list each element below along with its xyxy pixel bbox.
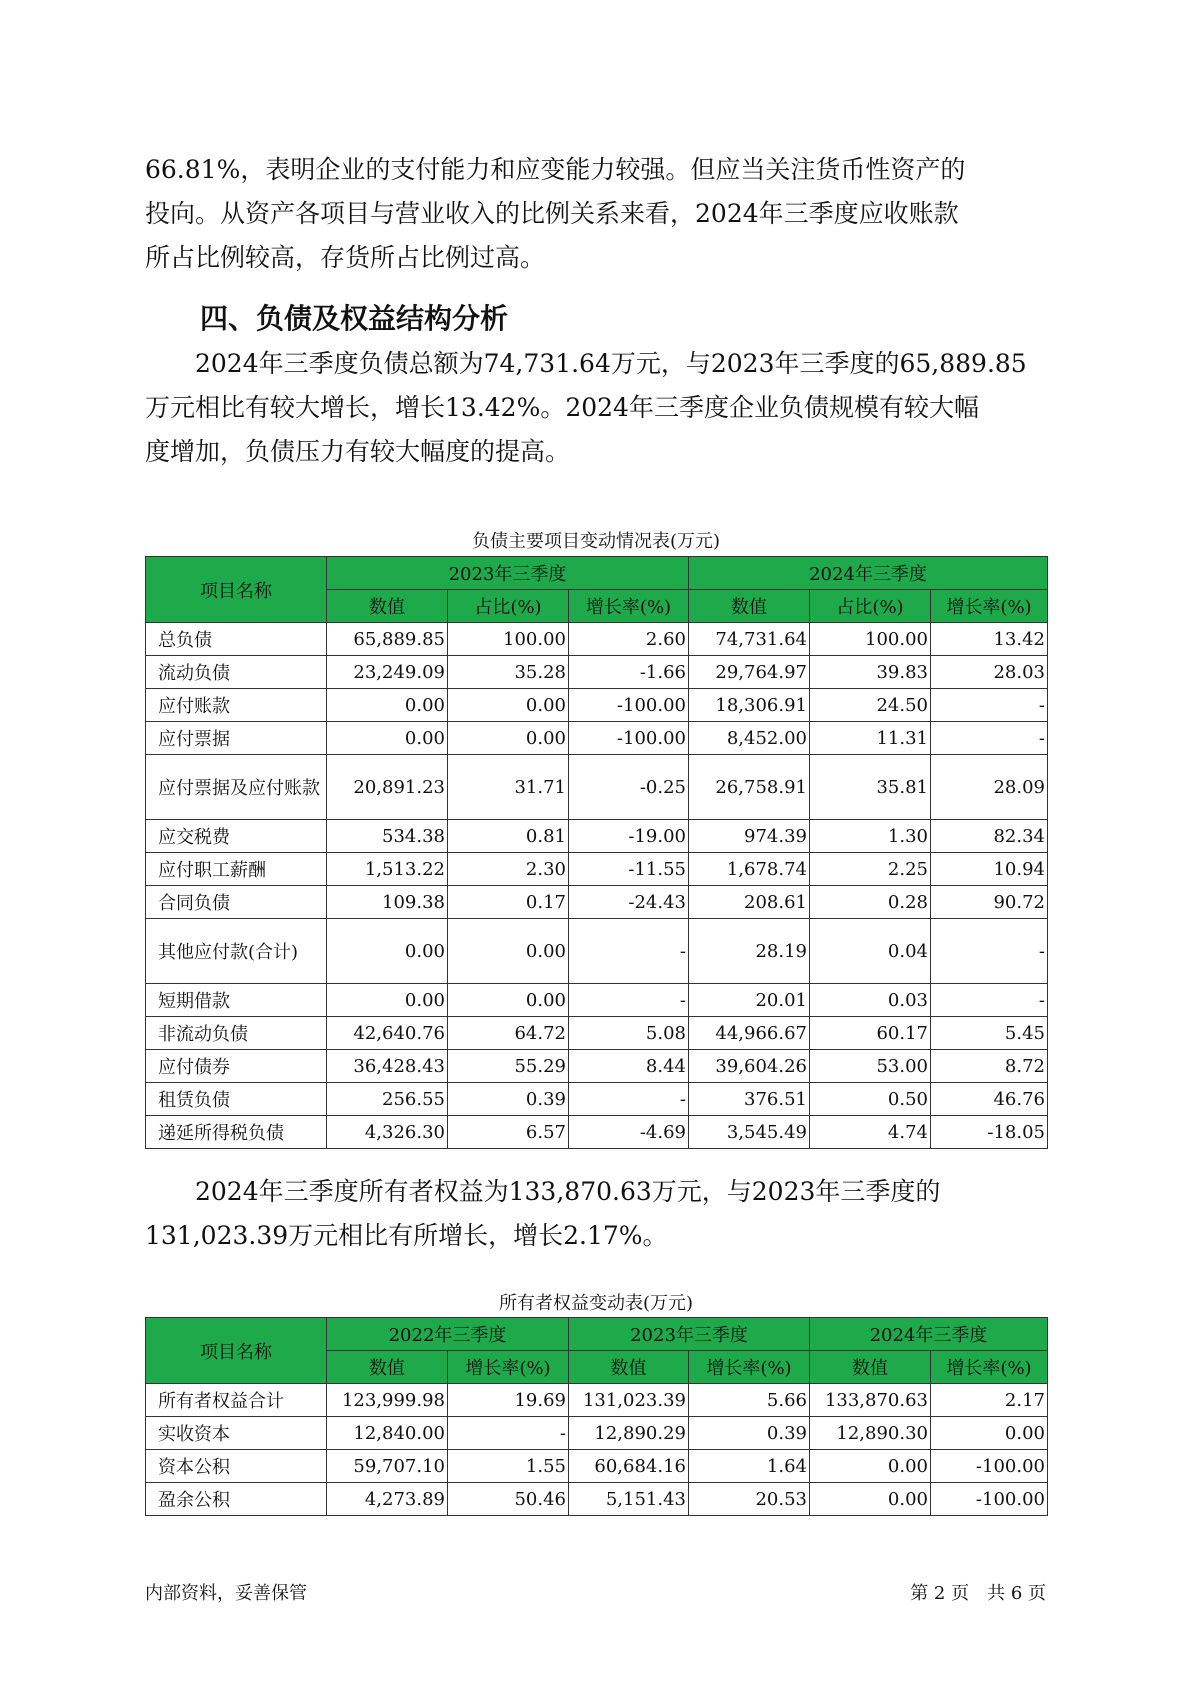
page-number: 第 2 页 共 6 页 (910, 1583, 1046, 1604)
table-cell: 0.00 (448, 919, 569, 984)
table-cell: - (931, 722, 1048, 755)
table-row (146, 886, 1048, 919)
table-cell: 82.34 (931, 820, 1048, 853)
intro-line: 投向。从资产各项目与营业收入的比例关系来看，2024年三季度应收账款 (145, 199, 959, 228)
table-row (146, 1450, 1048, 1483)
table-cell: 0.28 (810, 886, 931, 919)
table-cell: 24.50 (810, 689, 931, 722)
intro-line: 所占比例较高，存货所占比例过高。 (145, 243, 546, 272)
table-cell: - (569, 1083, 689, 1116)
table-cell: 53.00 (810, 1050, 931, 1083)
table-cell: 0.50 (810, 1083, 931, 1116)
table-cell: 6.57 (448, 1116, 569, 1149)
header-period: 2022年三季度 (327, 1318, 569, 1351)
table-cell: 0.00 (448, 984, 569, 1017)
table-cell: -100.00 (931, 1483, 1048, 1516)
table-cell: 109.38 (327, 886, 448, 919)
table-cell: 35.81 (810, 755, 931, 820)
equity-table-caption: 所有者权益变动表(万元) (498, 1293, 694, 1314)
table-cell: - (569, 919, 689, 984)
table-cell: 0.00 (327, 722, 448, 755)
table-cell: 974.39 (689, 820, 810, 853)
table-cell: -1.66 (569, 656, 689, 689)
table-cell: 123,999.98 (327, 1384, 448, 1417)
subheader-cell: 增长率(%) (931, 590, 1048, 623)
intro-paragraph (145, 148, 1065, 280)
header-period: 2023年三季度 (327, 557, 689, 590)
table-cell: 20,891.23 (327, 755, 448, 820)
table-cell: -19.00 (569, 820, 689, 853)
row-label: 合同负债 (146, 886, 327, 919)
table-cell: 13.42 (931, 623, 1048, 656)
row-label: 短期借款 (146, 984, 327, 1017)
row-label: 流动负债 (146, 656, 327, 689)
table-cell: 5,151.43 (569, 1483, 689, 1516)
table-cell: 12,840.00 (327, 1417, 448, 1450)
table-cell: 42,640.76 (327, 1017, 448, 1050)
subheader-cell: 数值 (327, 590, 448, 623)
table-cell: 0.39 (689, 1417, 810, 1450)
row-label: 应付票据及应付账款 (146, 755, 327, 820)
liability-line: 万元相比有较大增长，增长13.42%。2024年三季度企业负债规模有较大幅 (145, 393, 979, 422)
table-cell: 4,326.30 (327, 1116, 448, 1149)
table-cell: 60,684.16 (569, 1450, 689, 1483)
table-cell: 8.44 (569, 1050, 689, 1083)
table-cell: 28.19 (689, 919, 810, 984)
table-cell: 1.64 (689, 1450, 810, 1483)
table-cell: 0.00 (931, 1417, 1048, 1450)
subheader-cell: 占比(%) (810, 590, 931, 623)
table-cell: 11.31 (810, 722, 931, 755)
table-row (146, 1116, 1048, 1149)
table-row (146, 1417, 1048, 1450)
table-cell: - (931, 919, 1048, 984)
table-row (146, 919, 1048, 984)
table-cell: 31.71 (448, 755, 569, 820)
row-label: 应付票据 (146, 722, 327, 755)
table-cell: 4.74 (810, 1116, 931, 1149)
table-cell: 3,545.49 (689, 1116, 810, 1149)
table-cell: 5.08 (569, 1017, 689, 1050)
subheader-cell: 增长率(%) (931, 1351, 1048, 1384)
table-cell: -100.00 (931, 1450, 1048, 1483)
table-cell: 64.72 (448, 1017, 569, 1050)
table-row (146, 722, 1048, 755)
table-cell: 23,249.09 (327, 656, 448, 689)
table-cell: 0.00 (448, 722, 569, 755)
table-cell: 55.29 (448, 1050, 569, 1083)
table-cell: - (569, 984, 689, 1017)
table-cell: 1,678.74 (689, 853, 810, 886)
table-cell: 90.72 (931, 886, 1048, 919)
table-cell: 28.03 (931, 656, 1048, 689)
row-label: 应付账款 (146, 689, 327, 722)
section-heading: 四、负债及权益结构分析 (200, 302, 509, 335)
table-row (146, 656, 1048, 689)
table-cell: 26,758.91 (689, 755, 810, 820)
table-cell: 208.61 (689, 886, 810, 919)
table-row (146, 1483, 1048, 1516)
table-cell: 39.83 (810, 656, 931, 689)
footer-note: 内部资料，妥善保管 (145, 1583, 307, 1604)
table-cell: 35.28 (448, 656, 569, 689)
subheader-cell: 增长率(%) (569, 590, 689, 623)
table-cell: 36,428.43 (327, 1050, 448, 1083)
header-period: 2024年三季度 (810, 1318, 1048, 1351)
table-row (146, 820, 1048, 853)
equity-paragraph (145, 1170, 1065, 1258)
table-cell: 50.46 (448, 1483, 569, 1516)
table-cell: 39,604.26 (689, 1050, 810, 1083)
table-cell: 0.00 (327, 689, 448, 722)
table-cell: - (448, 1417, 569, 1450)
subheader-cell: 数值 (569, 1351, 689, 1384)
table-cell: 2.17 (931, 1384, 1048, 1417)
table-row (146, 1050, 1048, 1083)
equity-table (145, 1317, 1048, 1516)
table-row (146, 689, 1048, 722)
table-cell: 12,890.30 (810, 1417, 931, 1450)
table-cell: 10.94 (931, 853, 1048, 886)
table-cell: 376.51 (689, 1083, 810, 1116)
table-cell: 133,870.63 (810, 1384, 931, 1417)
table-cell: 2.25 (810, 853, 931, 886)
table-cell: 59,707.10 (327, 1450, 448, 1483)
table-cell: 0.39 (448, 1083, 569, 1116)
table-cell: 5.66 (689, 1384, 810, 1417)
table-row (146, 755, 1048, 820)
liability-line: 度增加，负债压力有较大幅度的提高。 (145, 437, 571, 466)
liability-line: 2024年三季度负债总额为74,731.64万元，与2023年三季度的65,889.85 (145, 349, 1027, 378)
table-cell: 1,513.22 (327, 853, 448, 886)
table-cell: -4.69 (569, 1116, 689, 1149)
table-cell: 44,966.67 (689, 1017, 810, 1050)
table-row (146, 1083, 1048, 1116)
table-cell: 20.53 (689, 1483, 810, 1516)
equity-line: 2024年三季度所有者权益为133,870.63万元，与2023年三季度的 (145, 1177, 941, 1206)
row-label: 递延所得税负债 (146, 1116, 327, 1149)
table-cell: 0.00 (810, 1450, 931, 1483)
table-cell: 28.09 (931, 755, 1048, 820)
subheader-cell: 增长率(%) (689, 1351, 810, 1384)
table-cell: -11.55 (569, 853, 689, 886)
table-cell: 0.00 (448, 689, 569, 722)
table-row (146, 984, 1048, 1017)
table-cell: 0.17 (448, 886, 569, 919)
table-cell: 8,452.00 (689, 722, 810, 755)
table-cell: 74,731.64 (689, 623, 810, 656)
row-label: 租赁负债 (146, 1083, 327, 1116)
table-row (146, 1017, 1048, 1050)
table-cell: 18,306.91 (689, 689, 810, 722)
table-cell: 1.55 (448, 1450, 569, 1483)
table-cell: 8.72 (931, 1050, 1048, 1083)
subheader-cell: 增长率(%) (448, 1351, 569, 1384)
table-row (146, 623, 1048, 656)
table-cell: 256.55 (327, 1083, 448, 1116)
row-label: 应交税费 (146, 820, 327, 853)
table-row (146, 1384, 1048, 1417)
subheader-cell: 数值 (327, 1351, 448, 1384)
table-cell: 29,764.97 (689, 656, 810, 689)
table-cell: 0.00 (327, 919, 448, 984)
equity-line: 131,023.39万元相比有所增长，增长2.17%。 (145, 1221, 668, 1250)
header-item-name: 项目名称 (146, 1318, 327, 1384)
table-cell: -18.05 (931, 1116, 1048, 1149)
liability-table (145, 556, 1048, 1149)
row-label: 资本公积 (146, 1450, 327, 1483)
table-cell: - (931, 689, 1048, 722)
table-cell: 0.03 (810, 984, 931, 1017)
row-label: 盈余公积 (146, 1483, 327, 1516)
table-cell: 12,890.29 (569, 1417, 689, 1450)
table-cell: 46.76 (931, 1083, 1048, 1116)
liability-paragraph (145, 342, 1065, 474)
table-cell: - (931, 984, 1048, 1017)
table-cell: 100.00 (448, 623, 569, 656)
table-cell: 19.69 (448, 1384, 569, 1417)
header-period: 2023年三季度 (569, 1318, 810, 1351)
intro-line: 66.81%，表明企业的支付能力和应变能力较强。但应当关注货币性资产的 (145, 155, 966, 184)
row-label: 非流动负债 (146, 1017, 327, 1050)
table-cell: 131,023.39 (569, 1384, 689, 1417)
subheader-cell: 数值 (689, 590, 810, 623)
table-cell: 5.45 (931, 1017, 1048, 1050)
row-label: 实收资本 (146, 1417, 327, 1450)
table-cell: 2.60 (569, 623, 689, 656)
table-cell: 2.30 (448, 853, 569, 886)
table-cell: 60.17 (810, 1017, 931, 1050)
table-cell: 534.38 (327, 820, 448, 853)
header-period: 2024年三季度 (689, 557, 1048, 590)
table-cell: -100.00 (569, 689, 689, 722)
subheader-cell: 数值 (810, 1351, 931, 1384)
table-cell: 20.01 (689, 984, 810, 1017)
table-cell: -0.25 (569, 755, 689, 820)
liability-table-caption: 负债主要项目变动情况表(万元) (471, 531, 721, 552)
row-label: 其他应付款(合计) (146, 919, 327, 984)
table-cell: 65,889.85 (327, 623, 448, 656)
table-cell: 0.00 (327, 984, 448, 1017)
table-cell: 0.00 (810, 1483, 931, 1516)
table-cell: 1.30 (810, 820, 931, 853)
table-cell: 100.00 (810, 623, 931, 656)
row-label: 应付职工薪酬 (146, 853, 327, 886)
table-cell: 0.81 (448, 820, 569, 853)
table-row (146, 853, 1048, 886)
subheader-cell: 占比(%) (448, 590, 569, 623)
header-item-name: 项目名称 (146, 557, 327, 623)
row-label: 应付债券 (146, 1050, 327, 1083)
table-cell: -100.00 (569, 722, 689, 755)
table-cell: -24.43 (569, 886, 689, 919)
row-label: 总负债 (146, 623, 327, 656)
table-cell: 0.04 (810, 919, 931, 984)
row-label: 所有者权益合计 (146, 1384, 327, 1417)
table-cell: 4,273.89 (327, 1483, 448, 1516)
